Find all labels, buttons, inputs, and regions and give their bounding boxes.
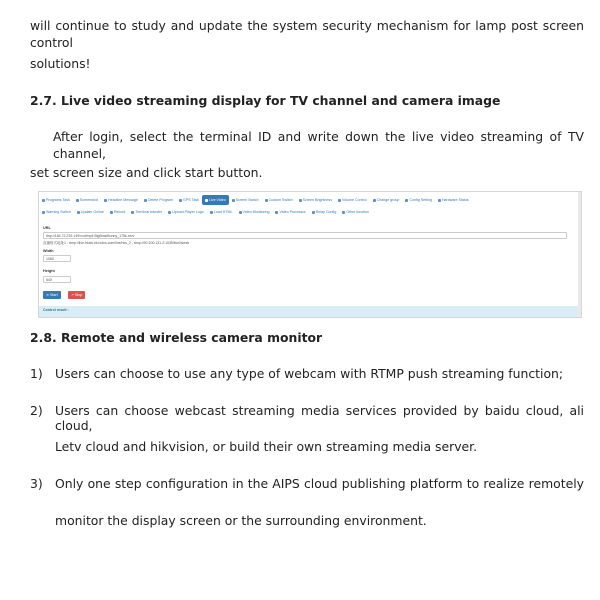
tab-label: Update Online xyxy=(80,210,104,214)
tab-icon xyxy=(342,211,345,214)
list-text: Only one step configuration in the AIPS cloud publishing platform to realize remotely xyxy=(55,476,584,491)
tab-icon xyxy=(239,211,242,214)
tab-label: Terminal transfer xyxy=(135,210,163,214)
tab-icon xyxy=(438,199,441,202)
list-item xyxy=(30,476,584,536)
list-text: Users can choose webcast streaming media services provided by baidu cloud, ali cloud, xyxy=(55,403,584,433)
stop-button[interactable]: ↗ Stop xyxy=(68,291,85,299)
embedded-screenshot xyxy=(38,191,582,318)
tab-label: Volume Control xyxy=(342,198,367,202)
tab-label: Other function xyxy=(346,210,369,214)
paragraph-line: set screen size and click start button. xyxy=(30,165,263,180)
control-result-bar xyxy=(39,306,581,317)
tab-label: Config Setting xyxy=(409,198,432,202)
function-tab[interactable] xyxy=(39,195,73,205)
function-tab[interactable] xyxy=(402,195,435,205)
list-number: 3) xyxy=(30,476,43,491)
tab-label: Hardware Status xyxy=(441,198,469,202)
paragraph-line: After login, select the terminal ID and write down the live video streaming of TV channel, xyxy=(53,129,584,161)
url-label: URL xyxy=(43,226,51,230)
function-tab[interactable] xyxy=(207,207,236,217)
function-tab[interactable] xyxy=(435,195,472,205)
function-tab[interactable] xyxy=(101,195,141,205)
tab-label: Load HTML xyxy=(213,210,233,214)
function-tab[interactable] xyxy=(262,195,296,205)
tab-label: Delete Program xyxy=(147,198,174,202)
function-tab[interactable] xyxy=(339,207,372,217)
tab-label: Live Video xyxy=(208,198,226,202)
scrollbar[interactable] xyxy=(578,192,581,317)
list-text: Users can choose to use any type of webcam with RTMP push streaming function; xyxy=(55,366,564,381)
paragraph-line: will continue to study and update the system security mechanism for lamp post screen control xyxy=(30,18,584,50)
list-item xyxy=(30,366,584,386)
tab-icon xyxy=(77,211,80,214)
function-tab[interactable] xyxy=(309,207,340,217)
tab-label: Relay Config xyxy=(315,210,337,214)
tab-icon xyxy=(405,199,408,202)
stop-icon: ↗ xyxy=(71,293,76,297)
tab-icon xyxy=(131,211,134,214)
tab-icon xyxy=(42,199,45,202)
tab-label: Custom Switch xyxy=(268,198,293,202)
tab-icon xyxy=(42,211,45,214)
function-tab[interactable] xyxy=(39,207,74,217)
width-input[interactable]: 1080 xyxy=(43,255,71,262)
list-number: 2) xyxy=(30,403,43,418)
tab-icon xyxy=(179,199,182,202)
function-tab[interactable] xyxy=(202,195,229,205)
url-hint: 直播格式地址1 : rtmp://live.hkstv.hk.lxdns.com/live/hks_2 , rtmp://90.200.131.2:1935/live/livestr xyxy=(43,241,190,245)
start-button[interactable]: ➔ Start xyxy=(43,291,61,299)
section-heading-2-7: 2.7. Live video streaming display for TV channel and camera image xyxy=(30,93,501,108)
tab-label: Screen Switch xyxy=(235,198,259,202)
tab-icon xyxy=(205,199,208,202)
tab-label: Reboot xyxy=(113,210,126,214)
tab-label: Warning Switch xyxy=(46,210,71,214)
control-result-label: Control result : xyxy=(43,308,69,312)
function-tab[interactable] xyxy=(370,195,403,205)
tab-icon xyxy=(338,199,341,202)
tab-label: Change group xyxy=(376,198,400,202)
function-tabs-row-1 xyxy=(39,195,581,205)
list-text: monitor the display screen or the surrounding environment. xyxy=(55,513,427,528)
tab-label: Programs Task xyxy=(46,198,70,202)
function-tabs-row-2 xyxy=(39,207,581,217)
tab-icon xyxy=(275,211,278,214)
tab-label: Video Monitoring xyxy=(242,210,270,214)
tab-icon xyxy=(210,211,213,214)
tab-label: Upload Player Logo xyxy=(172,210,204,214)
function-tab[interactable] xyxy=(335,195,370,205)
function-tab[interactable] xyxy=(272,207,308,217)
function-tab[interactable] xyxy=(296,195,335,205)
tab-icon xyxy=(299,199,302,202)
tab-icon xyxy=(232,199,235,202)
list-item xyxy=(30,403,584,463)
url-input[interactable]: rtsp://184.72.239.149/vod/mp4:BigBuckBunny_175k.mov xyxy=(43,232,567,239)
tab-icon xyxy=(373,199,376,202)
function-tab[interactable] xyxy=(128,207,165,217)
function-tab[interactable] xyxy=(236,207,273,217)
tab-icon xyxy=(76,199,79,202)
height-input[interactable]: 640 xyxy=(43,276,71,283)
tab-label: Headline Message xyxy=(108,198,138,202)
tab-icon xyxy=(265,199,268,202)
tab-icon xyxy=(312,211,315,214)
function-tab[interactable] xyxy=(73,195,101,205)
tab-icon xyxy=(110,211,113,214)
function-tab[interactable] xyxy=(74,207,107,217)
tab-icon xyxy=(104,199,107,202)
tab-label: Screen Brightness xyxy=(302,198,333,202)
function-tab[interactable] xyxy=(176,195,202,205)
paragraph-line: solutions! xyxy=(30,56,91,71)
tab-label: Screenshot xyxy=(79,198,99,202)
tab-label: Video Processor xyxy=(279,210,306,214)
width-label: Width xyxy=(43,249,54,253)
play-icon: ➔ xyxy=(46,293,51,297)
tab-label: GPS Task xyxy=(183,198,199,202)
function-tab[interactable] xyxy=(165,207,207,217)
function-tab[interactable] xyxy=(229,195,262,205)
list-number: 1) xyxy=(30,366,43,381)
tab-icon xyxy=(144,199,147,202)
height-label: Height xyxy=(43,269,55,273)
function-tab[interactable] xyxy=(141,195,176,205)
section-heading-2-8: 2.8. Remote and wireless camera monitor xyxy=(30,330,323,345)
list-text: Letv cloud and hikvision, or build their own streaming media server. xyxy=(55,439,478,454)
tab-icon xyxy=(168,211,171,214)
function-tab[interactable] xyxy=(107,207,129,217)
